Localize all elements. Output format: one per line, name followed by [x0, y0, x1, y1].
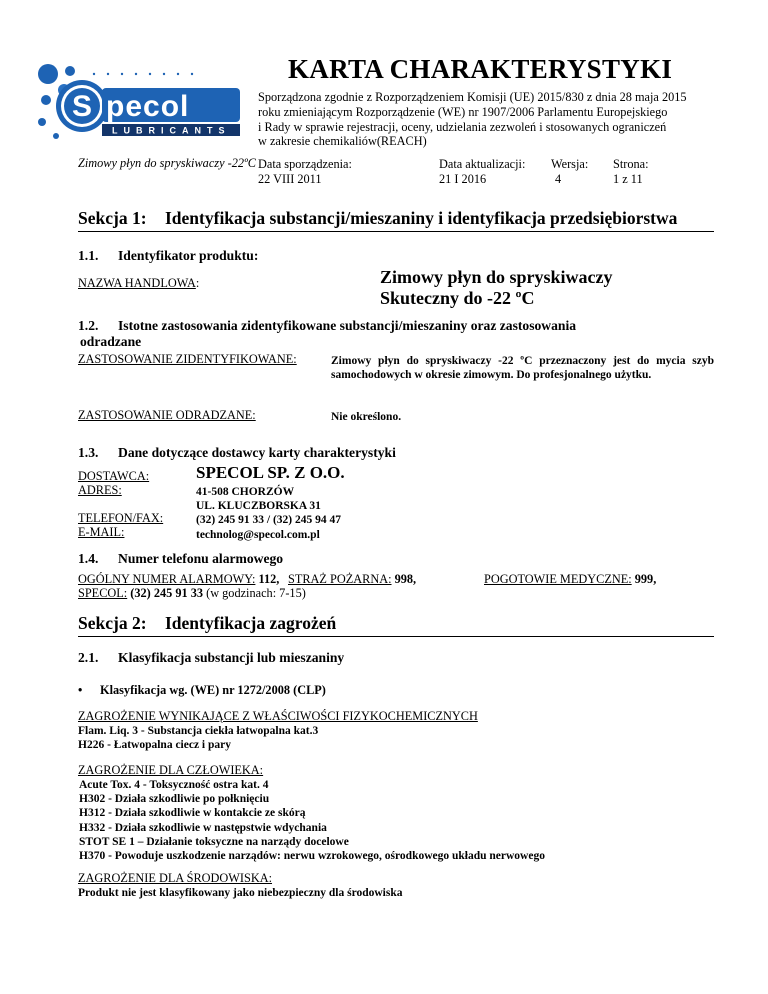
- hazard-item: STOT SE 1 – Działanie toksyczne na narządy docelowe: [79, 835, 349, 848]
- medical-emergency: POGOTOWIE MEDYCZNE: 999,: [484, 572, 657, 586]
- human-hazard-label: ZAGROŻENIE DLA CZŁOWIEKA:: [78, 763, 264, 777]
- specol-logo: [34, 60, 242, 152]
- bullet-icon: •: [78, 683, 83, 697]
- hazard-item: H370 - Powoduje uszkodzenie narządów: nerwu wzrokowego, ośrodkowego układu nerwowego: [79, 850, 545, 863]
- meta-updated: [439, 157, 525, 187]
- section-1-heading: [78, 208, 714, 232]
- regulation-note: [258, 90, 728, 149]
- phone-label: TELEFON/FAX:: [78, 511, 164, 525]
- email-value: technolog@specol.com.pl: [196, 528, 320, 541]
- meta-page: [613, 157, 649, 187]
- address-label: ADRES:: [78, 483, 122, 497]
- subsection-title: Identyfikator produktu:: [118, 248, 259, 263]
- hazard-item: H332 - Działa szkodliwie w następstwie wdychania: [79, 821, 327, 834]
- regulation-line: i Rady w sprawie rejestracji, oceny, udzielania zezwoleń i stosowanych ograniczeń: [258, 119, 667, 134]
- address-line: 41-508 CHORZÓW: [196, 486, 295, 498]
- general-emergency: OGÓLNY NUMER ALARMOWY: 112,: [78, 572, 280, 586]
- subsection-1-4-heading: [78, 551, 283, 567]
- trade-name-value: [380, 267, 613, 309]
- subsection-number: 1.4.: [78, 551, 99, 566]
- subsection-title: Numer telefonu alarmowego: [118, 551, 284, 566]
- identified-use-label: ZASTOSOWANIE ZIDENTYFIKOWANE:: [78, 352, 297, 366]
- hazard-item: H302 - Działa szkodliwie po połknięciu: [79, 793, 270, 806]
- human-hazard-list: [79, 778, 545, 863]
- supplier-value: SPECOL SP. Z O.O.: [196, 463, 345, 482]
- section-2-title: Identyfikacja zagrożeń: [165, 613, 337, 633]
- subsection-title: Dane dotyczące dostawcy karty charakterystyki: [118, 445, 396, 460]
- physchem-hazard-label: ZAGROŻENIE WYNIKAJĄCE Z WŁAŚCIWOŚCI FIZYKOCHEMICZNYCH: [78, 709, 478, 723]
- hazard-item: H226 - Łatwopalna ciecz i pary: [78, 739, 231, 752]
- hazard-item: Flam. Liq. 3 - Substancja ciekła łatwopalna kat.3: [78, 725, 319, 737]
- regulation-line: Sporządzona zgodnie z Rozporządzeniem Komisji (UE) 2015/830 z dnia 28 maja 2015: [258, 90, 687, 104]
- specol-phone: SPECOL: (32) 245 91 33 (w godzinach: 7-15): [78, 586, 306, 600]
- hazard-item: H312 - Działa szkodliwie w kontakcie ze skórą: [79, 807, 306, 820]
- meta-prepared: [258, 157, 352, 187]
- regulation-line: w zakresie chemikaliów(REACH): [258, 134, 427, 149]
- meta-page-value: 1 z 11: [613, 171, 643, 186]
- section-1-number: Sekcja 1:: [78, 208, 147, 228]
- meta-page-label: Strona:: [613, 157, 649, 171]
- meta-updated-label: Data aktualizacji:: [439, 157, 526, 171]
- subsection-number: 1.1.: [78, 248, 99, 263]
- svg-text:LUBRICANTS: LUBRICANTS: [112, 125, 231, 136]
- address-value: [196, 485, 341, 542]
- advised-against-value: Nie określono.: [331, 411, 402, 423]
- document-title: KARTA CHARAKTERYSTYKI: [288, 54, 673, 84]
- section-2-heading: [78, 613, 714, 637]
- subsection-title-cont: odradzane: [80, 334, 142, 349]
- subsection-1-3-heading: [78, 445, 396, 461]
- trade-name-label: NAZWA HANDLOWA:: [78, 276, 200, 290]
- identified-use-value: Zimowy płyn do spryskiwaczy -22 ºC przeznaczony jest do mycia szyb samochodowych w okresie zimowym. Do profesjonalnego użytku.: [331, 355, 714, 382]
- fire-brigade: STRAŻ POŻARNA: 998,: [288, 572, 417, 586]
- subsection-1-2-heading: [78, 318, 576, 350]
- meta-version-value: 4: [555, 171, 562, 186]
- trade-name-line: Zimowy płyn do spryskiwaczy: [380, 267, 613, 287]
- environment-hazard-text: Produkt nie jest klasyfikowany jako niebezpieczny dla środowiska: [78, 887, 403, 899]
- subsection-title: Klasyfikacja substancji lub mieszaniny: [118, 650, 345, 665]
- advised-against-label: ZASTOSOWANIE ODRADZANE:: [78, 408, 256, 422]
- meta-version: [551, 157, 588, 187]
- section-1-title: Identyfikacja substancji/mieszaniny i identyfikacja przedsiębiorstwa: [165, 208, 678, 228]
- supplier-label: DOSTAWCA:: [78, 469, 150, 483]
- address-line: UL. KLUCZBORSKA 31: [196, 500, 321, 513]
- meta-version-label: Wersja:: [551, 157, 589, 171]
- meta-updated-value: 21 I 2016: [439, 171, 487, 186]
- specol-logo-graphic: [34, 60, 242, 152]
- environment-hazard-label: ZAGROŻENIE DLA ŚRODOWISKA:: [78, 871, 273, 885]
- hazard-item: Acute Tox. 4 - Toksyczność ostra kat. 4: [79, 779, 269, 791]
- phone-value: (32) 245 91 33 / (32) 245 94 47: [196, 514, 342, 527]
- svg-text:pecol: pecol: [106, 90, 190, 123]
- trade-name-line: Skuteczny do -22 ºC: [380, 288, 535, 308]
- email-label: E-MAIL:: [78, 525, 125, 539]
- physchem-hazard-list: [78, 724, 318, 752]
- subsection-1-1-heading: [78, 248, 258, 264]
- subsection-number: 1.3.: [78, 445, 99, 460]
- product-subtitle: Zimowy płyn do spryskiwaczy -22ºC: [78, 156, 257, 170]
- svg-text:S: S: [71, 90, 93, 123]
- subsection-number: 1.2.: [78, 318, 99, 333]
- subsection-number: 2.1.: [78, 650, 99, 665]
- meta-prepared-label: Data sporządzenia:: [258, 157, 352, 171]
- regulation-line: roku zmieniającym Rozporządzenie (WE) nr 1907/2006 Parlamentu Europejskiego: [258, 104, 668, 119]
- subsection-title: Istotne zastosowania zidentyfikowane substancji/mieszaniny oraz zastosowania: [118, 318, 577, 333]
- meta-prepared-value: 22 VIII 2011: [258, 171, 322, 186]
- subsection-2-1-heading: [78, 650, 344, 666]
- section-2-number: Sekcja 2:: [78, 613, 147, 633]
- classification-bullet: • Klasyfikacja wg. (WE) nr 1272/2008 (CLP): [78, 683, 326, 697]
